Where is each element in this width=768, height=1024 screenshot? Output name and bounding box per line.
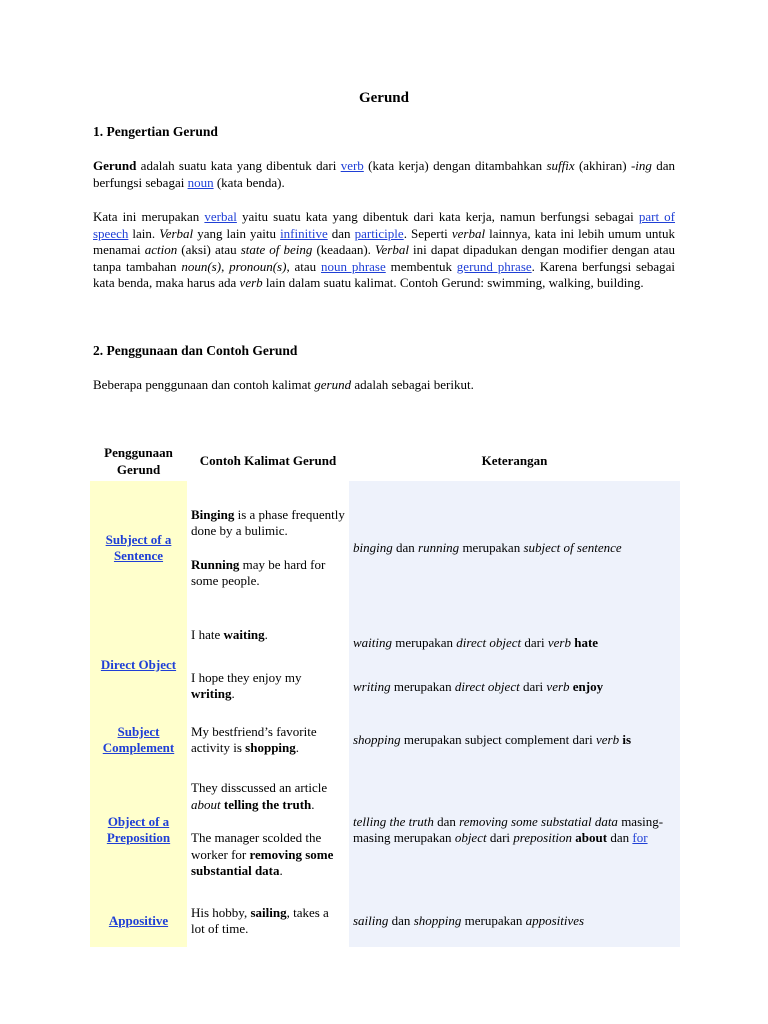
text-run: His hobby, [191, 904, 251, 920]
usage-link[interactable]: Object of a Preposition [106, 813, 171, 845]
italic-text: object [454, 830, 487, 845]
text-run: . Seperti [403, 225, 452, 241]
italic-text: running [418, 539, 460, 555]
text-run: They disscussed an article [191, 780, 328, 796]
header-example: Contoh Kalimat Gerund [199, 453, 337, 469]
table-body [90, 481, 680, 947]
bold-text: enjoy [572, 678, 604, 694]
note-text [353, 540, 676, 557]
bold-text: Running [191, 556, 240, 572]
bold-text: Binging [191, 506, 235, 522]
text-run: membentuk [385, 258, 457, 274]
section-1-heading: 1. Pengertian Gerund [93, 124, 218, 139]
text-run: adalah suatu kata yang dibentuk dari [136, 158, 341, 173]
italic-text: verb [239, 275, 263, 290]
section-2-heading: 2. Penggunaan dan Contoh Gerund [93, 343, 298, 358]
text-run: dari [521, 635, 548, 650]
inline-link[interactable]: verb [340, 158, 364, 173]
table-row [90, 715, 680, 765]
bold-text: waiting [223, 627, 265, 643]
text-run: I hate [191, 627, 224, 643]
usage-cell [90, 615, 187, 715]
text-run: adalah sebagai berikut. [351, 377, 474, 392]
text-run: . [231, 686, 235, 702]
italic-text: appositives [525, 912, 585, 928]
inline-link[interactable]: infinitive [280, 225, 328, 241]
text-run: dan berfungsi sebagai [93, 158, 675, 190]
example-sentence [191, 780, 345, 813]
usage-cell [90, 895, 187, 947]
table-row [90, 481, 680, 615]
bold-text: sailing [250, 904, 287, 920]
text-run: dan [607, 830, 633, 845]
italic-text: verb [547, 635, 571, 650]
bold-text: shopping [245, 740, 296, 755]
italic-text: noun(s) [181, 258, 222, 274]
italic-text: direct object [454, 678, 520, 694]
example-cell [187, 765, 349, 895]
italic-text: verb [595, 731, 620, 747]
text-run: Beberapa penggunaan dan contoh kalimat [93, 377, 315, 392]
text-run: I hope they enjoy my [191, 669, 302, 685]
text-run: . [311, 796, 315, 812]
text-run: lainnya, kata ini lebih umum untuk menamai [93, 225, 676, 257]
text-run: lain. [128, 225, 160, 241]
italic-text: Verbal [159, 225, 194, 241]
inline-link[interactable]: for [632, 830, 648, 845]
table-row [90, 765, 680, 895]
text-run: (aksi) atau [177, 242, 241, 257]
bold-text: about [575, 830, 608, 845]
note-text [353, 679, 676, 696]
notes-cell [349, 715, 680, 765]
text-run: is a phase frequently done by a bulimic. [191, 506, 345, 538]
example-cell [187, 481, 349, 615]
usage-link[interactable]: Subject Complement [102, 723, 175, 755]
example-sentence [191, 724, 345, 757]
paragraph-definition [93, 158, 675, 191]
usage-cell [90, 765, 187, 895]
text-run: Kata ini merupakan [93, 209, 205, 224]
italic-text: subject of sentence [523, 539, 622, 555]
italic-text: preposition [513, 830, 573, 845]
text-run: dan [388, 912, 414, 928]
table-row [90, 895, 680, 947]
notes-cell [349, 765, 680, 895]
gerund-usage-table [90, 442, 680, 947]
text-run: dan [327, 225, 355, 241]
inline-link[interactable]: part of speech [93, 209, 676, 241]
italic-text: shopping [413, 912, 462, 928]
italic-text: waiting [353, 635, 393, 650]
text-run: may be hard for some people. [191, 556, 326, 588]
note-text [353, 913, 676, 930]
inline-link[interactable]: noun phrase [321, 258, 386, 274]
header-notes: Keterangan [481, 453, 548, 469]
page-title: Gerund [358, 90, 409, 106]
italic-text: sailing [353, 912, 389, 928]
text-run: . [279, 863, 283, 879]
inline-link[interactable]: verbal [204, 209, 237, 224]
note-text [353, 732, 676, 749]
example-sentence [191, 670, 345, 703]
text-run: dan [392, 539, 419, 555]
text-run: yaitu suatu kata yang dibentuk dari kata kerja, namun berfungsi sebagai [236, 209, 639, 224]
notes-cell [349, 895, 680, 947]
italic-text: shopping [353, 731, 401, 747]
text-run: (akhiran) [574, 158, 631, 173]
text-run: masing-masing merupakan [353, 813, 664, 845]
text-run: (kata kerja) dengan ditambahkan [363, 158, 547, 173]
example-cell [187, 615, 349, 715]
example-sentence [191, 627, 345, 644]
table-row [90, 615, 680, 715]
bold-text: is [622, 731, 631, 747]
example-cell [187, 895, 349, 947]
italic-text: verb [546, 678, 570, 694]
text-run: , [221, 258, 230, 274]
italic-text: telling the truth [353, 813, 434, 829]
italic-text: -ing [630, 158, 652, 173]
inline-link[interactable]: noun [187, 174, 214, 190]
italic-text: pronoun(s) [229, 258, 287, 274]
italic-text: about [191, 796, 221, 812]
usage-cell [90, 715, 187, 765]
bold-text: removing some substantial data [191, 846, 334, 879]
italic-text: binging [353, 539, 393, 555]
inline-link[interactable]: participle [354, 225, 404, 241]
usage-link[interactable]: Subject of a Sentence [105, 531, 172, 563]
text-run: My bestfriend’s favorite activity is [191, 723, 317, 755]
paragraph-usage-intro [93, 377, 675, 394]
text-run: merupakan [461, 912, 526, 928]
example-sentence [191, 905, 345, 938]
italic-text: verbal [451, 225, 486, 241]
italic-text: direct object [456, 635, 522, 650]
italic-text: suffix [546, 158, 575, 173]
text-run: dari [519, 678, 547, 694]
usage-link[interactable]: Appositive [108, 912, 169, 928]
example-sentence [191, 557, 345, 590]
text-run: dan [433, 813, 460, 829]
text-run: yang lain yaitu [193, 225, 281, 241]
text-run: merupakan [392, 635, 457, 650]
text-run: ini dapat dipadukan dengan modifier dengan atau tanpa tambahan [93, 242, 675, 274]
text-run: (keadaan). [312, 242, 376, 257]
bold-text: writing [191, 686, 232, 702]
notes-cell [349, 615, 680, 715]
text-run: merupakan [390, 678, 455, 694]
usage-link[interactable]: Direct Object [100, 656, 177, 672]
text-run: . Karena berfungsi sebagai kata benda, maka harus ada [93, 258, 675, 290]
text-run: lain dalam suatu kalimat. Contoh Gerund: swimming, walking, building. [262, 275, 644, 290]
notes-cell [349, 481, 680, 615]
text-run: The manager scolded the worker for [191, 830, 322, 862]
bold-text: hate [574, 635, 599, 650]
text-run: . [295, 740, 300, 755]
example-sentence [191, 830, 345, 880]
italic-text: removing some substatial data [459, 813, 618, 829]
text-run: merupakan [459, 539, 524, 555]
text-run: dari [486, 830, 514, 845]
bold-text: Gerund [93, 158, 137, 173]
example-cell [187, 715, 349, 765]
note-text [353, 635, 676, 652]
example-sentence [191, 507, 345, 540]
italic-text: state of being [240, 242, 313, 257]
text-run: , takes a lot of time. [191, 904, 329, 936]
italic-text: Verbal [375, 242, 409, 257]
italic-text: writing [353, 678, 391, 694]
paragraph-verbal [93, 209, 675, 292]
text-run: . [264, 627, 268, 643]
usage-cell [90, 481, 187, 615]
header-usage: Penggunaan Gerund [104, 445, 173, 477]
bold-text: telling the truth [223, 796, 312, 812]
inline-link[interactable]: gerund phrase [456, 258, 532, 274]
text-run: , atau [286, 258, 321, 274]
text-run: (kata benda). [213, 174, 285, 190]
italic-text: gerund [314, 377, 352, 392]
note-text [353, 814, 676, 847]
text-run: merupakan subject complement dari [400, 731, 596, 747]
italic-text: action [144, 242, 178, 257]
